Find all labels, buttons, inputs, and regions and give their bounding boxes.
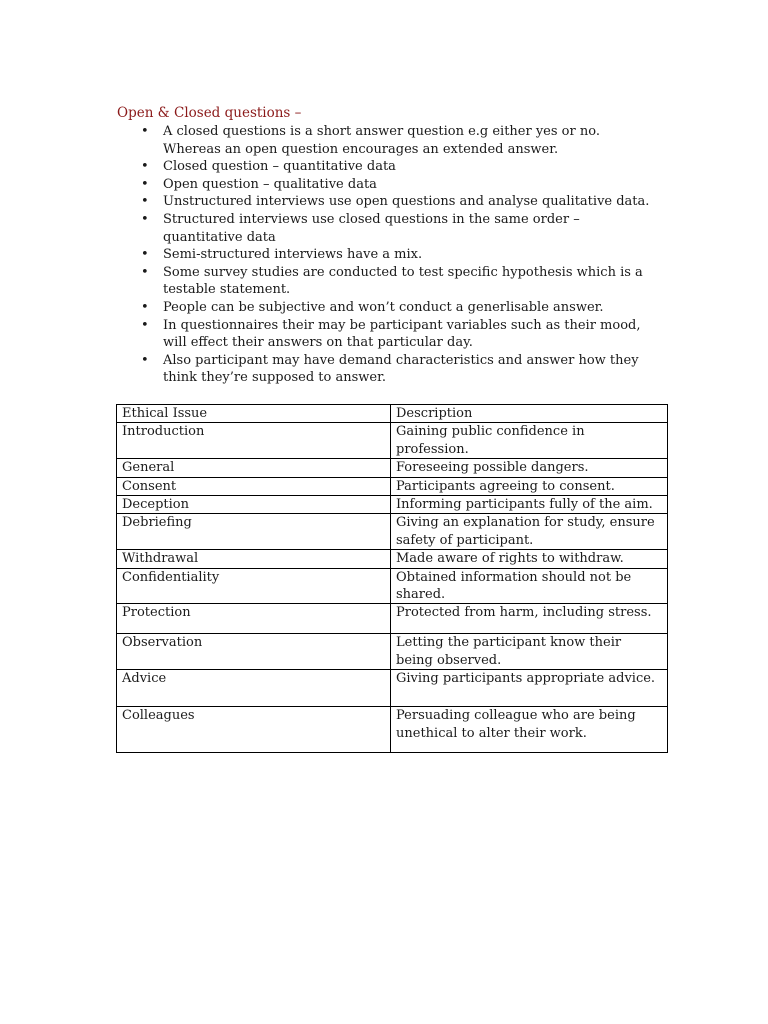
description-cell: Protected from harm, including stress. [391,604,668,634]
bullet-list [117,123,677,387]
bullet-icon: • [141,317,149,333]
list-item-text: Some survey studies are conducted to test specific hypothesis which is a testable statement. [163,264,643,298]
bullet-icon: • [141,264,149,280]
list-item-text: Also participant may have demand characteristics and answer how they think they’re supposed to answer. [163,352,639,386]
issue-cell: Colleagues [117,707,391,753]
description-cell: Letting the participant know their being observed. [391,634,668,670]
issue-cell: General [117,459,391,477]
bullet-icon: • [141,124,149,139]
table-row [117,477,668,495]
table-row [117,604,668,634]
bullet-icon: • [141,211,149,227]
bullet-icon: • [141,247,149,263]
list-item [117,317,677,352]
issue-cell: Debriefing [117,514,391,550]
issue-cell: Introduction [117,423,391,459]
description-cell: Gaining public confidence in profession. [391,423,668,459]
bullet-icon: • [141,176,149,192]
table-row [117,514,668,550]
table-row [117,670,668,707]
list-item-text: Semi-structured interviews have a mix. [163,247,423,263]
table-row [117,496,668,514]
description-cell: Foreseeing possible dangers. [391,459,668,477]
list-item [117,211,677,246]
table-row [117,459,668,477]
issue-cell: Observation [117,634,391,670]
table-row [117,550,668,568]
header-cell-description: Description [391,405,668,423]
table-row [117,707,668,753]
list-item-text: In questionnaires their may be participant variables such as their mood, will effect their answers on that particular day. [163,317,641,351]
bullet-icon: • [141,159,149,175]
list-item [117,158,677,176]
description-cell: Persuading colleague who are being unethical to alter their work. [391,707,668,753]
issue-cell: Consent [117,477,391,495]
list-item-text: Unstructured interviews use open questions and analyse qualitative data. [163,194,650,210]
bullet-icon: • [141,299,149,315]
table-row [117,423,668,459]
list-item [117,352,677,387]
list-item [117,176,677,194]
list-item-text: A closed questions is a short answer question e.g either yes or no. Whereas an open question encourages an extended answer. [163,124,600,157]
description-cell: Informing participants fully of the aim. [391,496,668,514]
description-cell: Obtained information should not be shared. [391,568,668,604]
description-cell: Participants agreeing to consent. [391,477,668,495]
list-item-text: Structured interviews use closed questions in the same order – quantitative data [163,211,580,245]
issue-cell: Withdrawal [117,550,391,568]
description-cell: Giving participants appropriate advice. [391,670,668,707]
list-item-text: Closed question – quantitative data [163,159,396,175]
list-item [117,123,677,158]
issue-cell: Protection [117,604,391,634]
issue-cell: Advice [117,670,391,707]
list-item [117,264,677,299]
table-row [117,568,668,604]
list-item-text: Open question – qualitative data [163,176,377,192]
ethical-issues-table [116,404,668,753]
bullet-icon: • [141,352,149,368]
issue-cell: Deception [117,496,391,514]
list-item-text: People can be subjective and won’t conduct a generlisable answer. [163,299,604,315]
list-item [117,246,677,264]
description-cell: Giving an explanation for study, ensure safety of participant. [391,514,668,550]
header-cell-ethical-issue: Ethical Issue [117,405,391,423]
description-cell: Made aware of rights to withdraw. [391,550,668,568]
section-heading: Open & Closed questions – [117,105,302,121]
list-item [117,193,677,211]
bullet-icon: • [141,194,149,210]
list-item [117,299,677,317]
issue-cell: Confidentiality [117,568,391,604]
table-header-row [117,405,668,423]
table-row [117,634,668,670]
